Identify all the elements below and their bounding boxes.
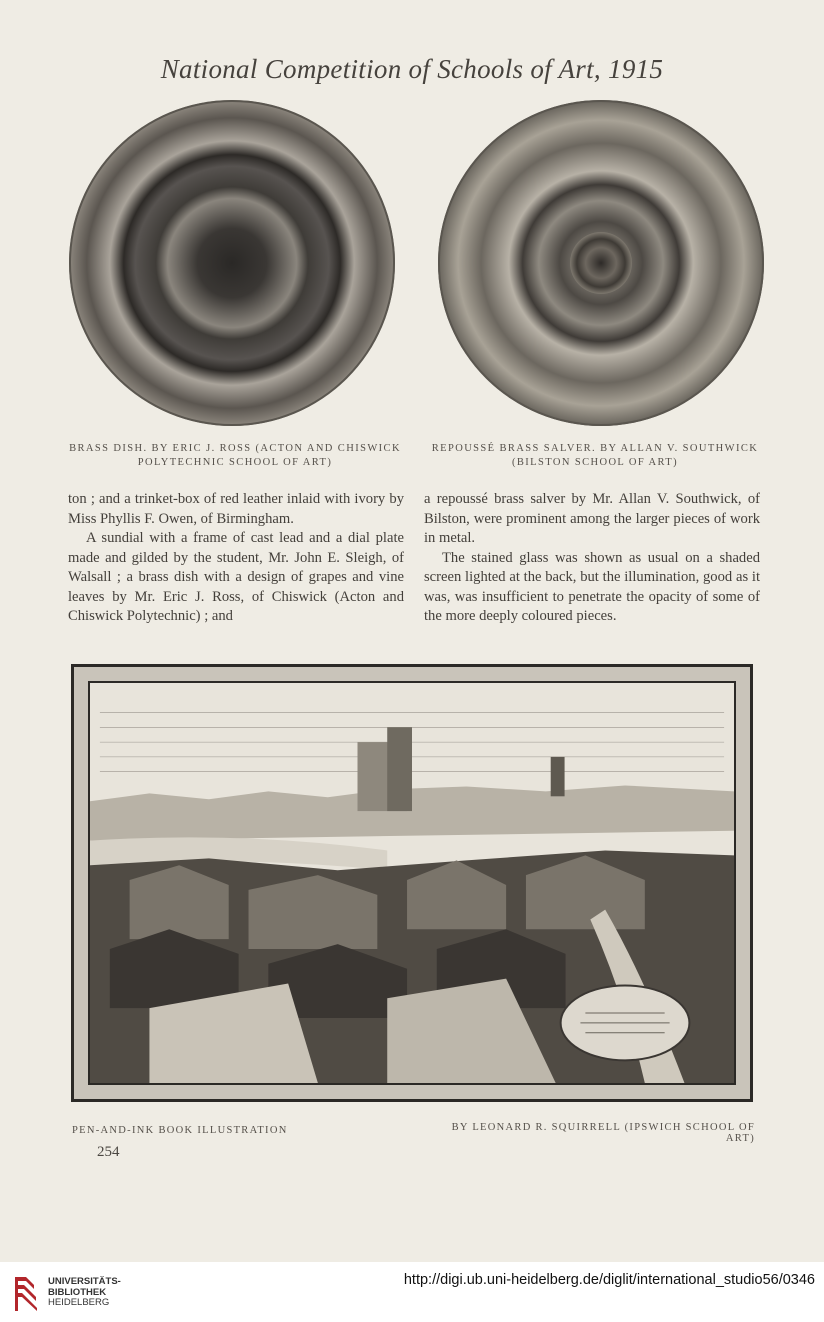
- caption-brass-dish-line1: BRASS DISH. BY ERIC J. ROSS (ACTON AND CHISWICK: [69, 443, 401, 454]
- caption-brass-salver-line2: (BILSTON SCHOOL OF ART): [511, 457, 679, 468]
- body-column-right: [424, 490, 760, 627]
- library-name-line2: BIBLIOTHEK: [48, 1286, 107, 1298]
- body-paragraph: a repoussé brass salver by Mr. Allan V. Southwick, of Bilston, were prominent among the larger pieces of work in metal.: [424, 491, 760, 546]
- library-name: [48, 1277, 121, 1309]
- brass-dish-photo: [69, 100, 395, 426]
- library-name-line1: UNIVERSITÄTS-: [48, 1276, 121, 1287]
- library-name-line3: HEIDELBERG: [48, 1297, 110, 1308]
- caption-brass-salver: [420, 442, 770, 470]
- body-paragraph: ton ; and a trinket-box of red leather inlaid with ivory by Miss Phyllis F. Owen, of Birmingham.: [68, 491, 404, 527]
- page-number: 254: [97, 1144, 120, 1160]
- town-rooftops-drawing: [90, 683, 734, 1083]
- permalink-url[interactable]: http://digi.ub.uni-heidelberg.de/diglit/international_studio56/0346: [403, 1272, 815, 1288]
- salver-rosette: [570, 232, 632, 294]
- caption-brass-salver-line1: REPOUSSÉ BRASS SALVER. BY ALLAN V. SOUTHWICK: [431, 443, 759, 454]
- caption-brass-dish: [60, 442, 410, 470]
- university-library-logo-icon[interactable]: [12, 1273, 40, 1313]
- footer-bar: [0, 1262, 824, 1322]
- caption-illustration-title: PEN-AND-INK BOOK ILLUSTRATION: [72, 1125, 288, 1136]
- body-paragraph: The stained glass was shown as usual on a shaded screen lighted at the back, but the illumination, good as it was, was insufficient to penetrate the opacity of some of the more deeply coloured pieces.: [424, 549, 760, 624]
- running-head: National Competition of Schools of Art, 1915: [160, 54, 664, 84]
- body-column-left: [68, 490, 404, 627]
- pen-and-ink-illustration: [71, 664, 753, 1102]
- caption-brass-dish-line2: POLYTECHNIC SCHOOL OF ART): [137, 457, 333, 468]
- body-paragraph: A sundial with a frame of cast lead and a dial plate made and gilded by the student, Mr. John E. Sleigh, of Walsall ; a brass dish with a design of grapes and vine leaves by Mr. Eric J. Ross, of Chiswick (Acton and Chiswick Polytechnic) ; and: [68, 530, 404, 624]
- caption-illustration-credit: BY LEONARD R. SQUIRRELL (IPSWICH SCHOOL OF ART): [451, 1122, 755, 1144]
- illustration-frame: [88, 681, 736, 1085]
